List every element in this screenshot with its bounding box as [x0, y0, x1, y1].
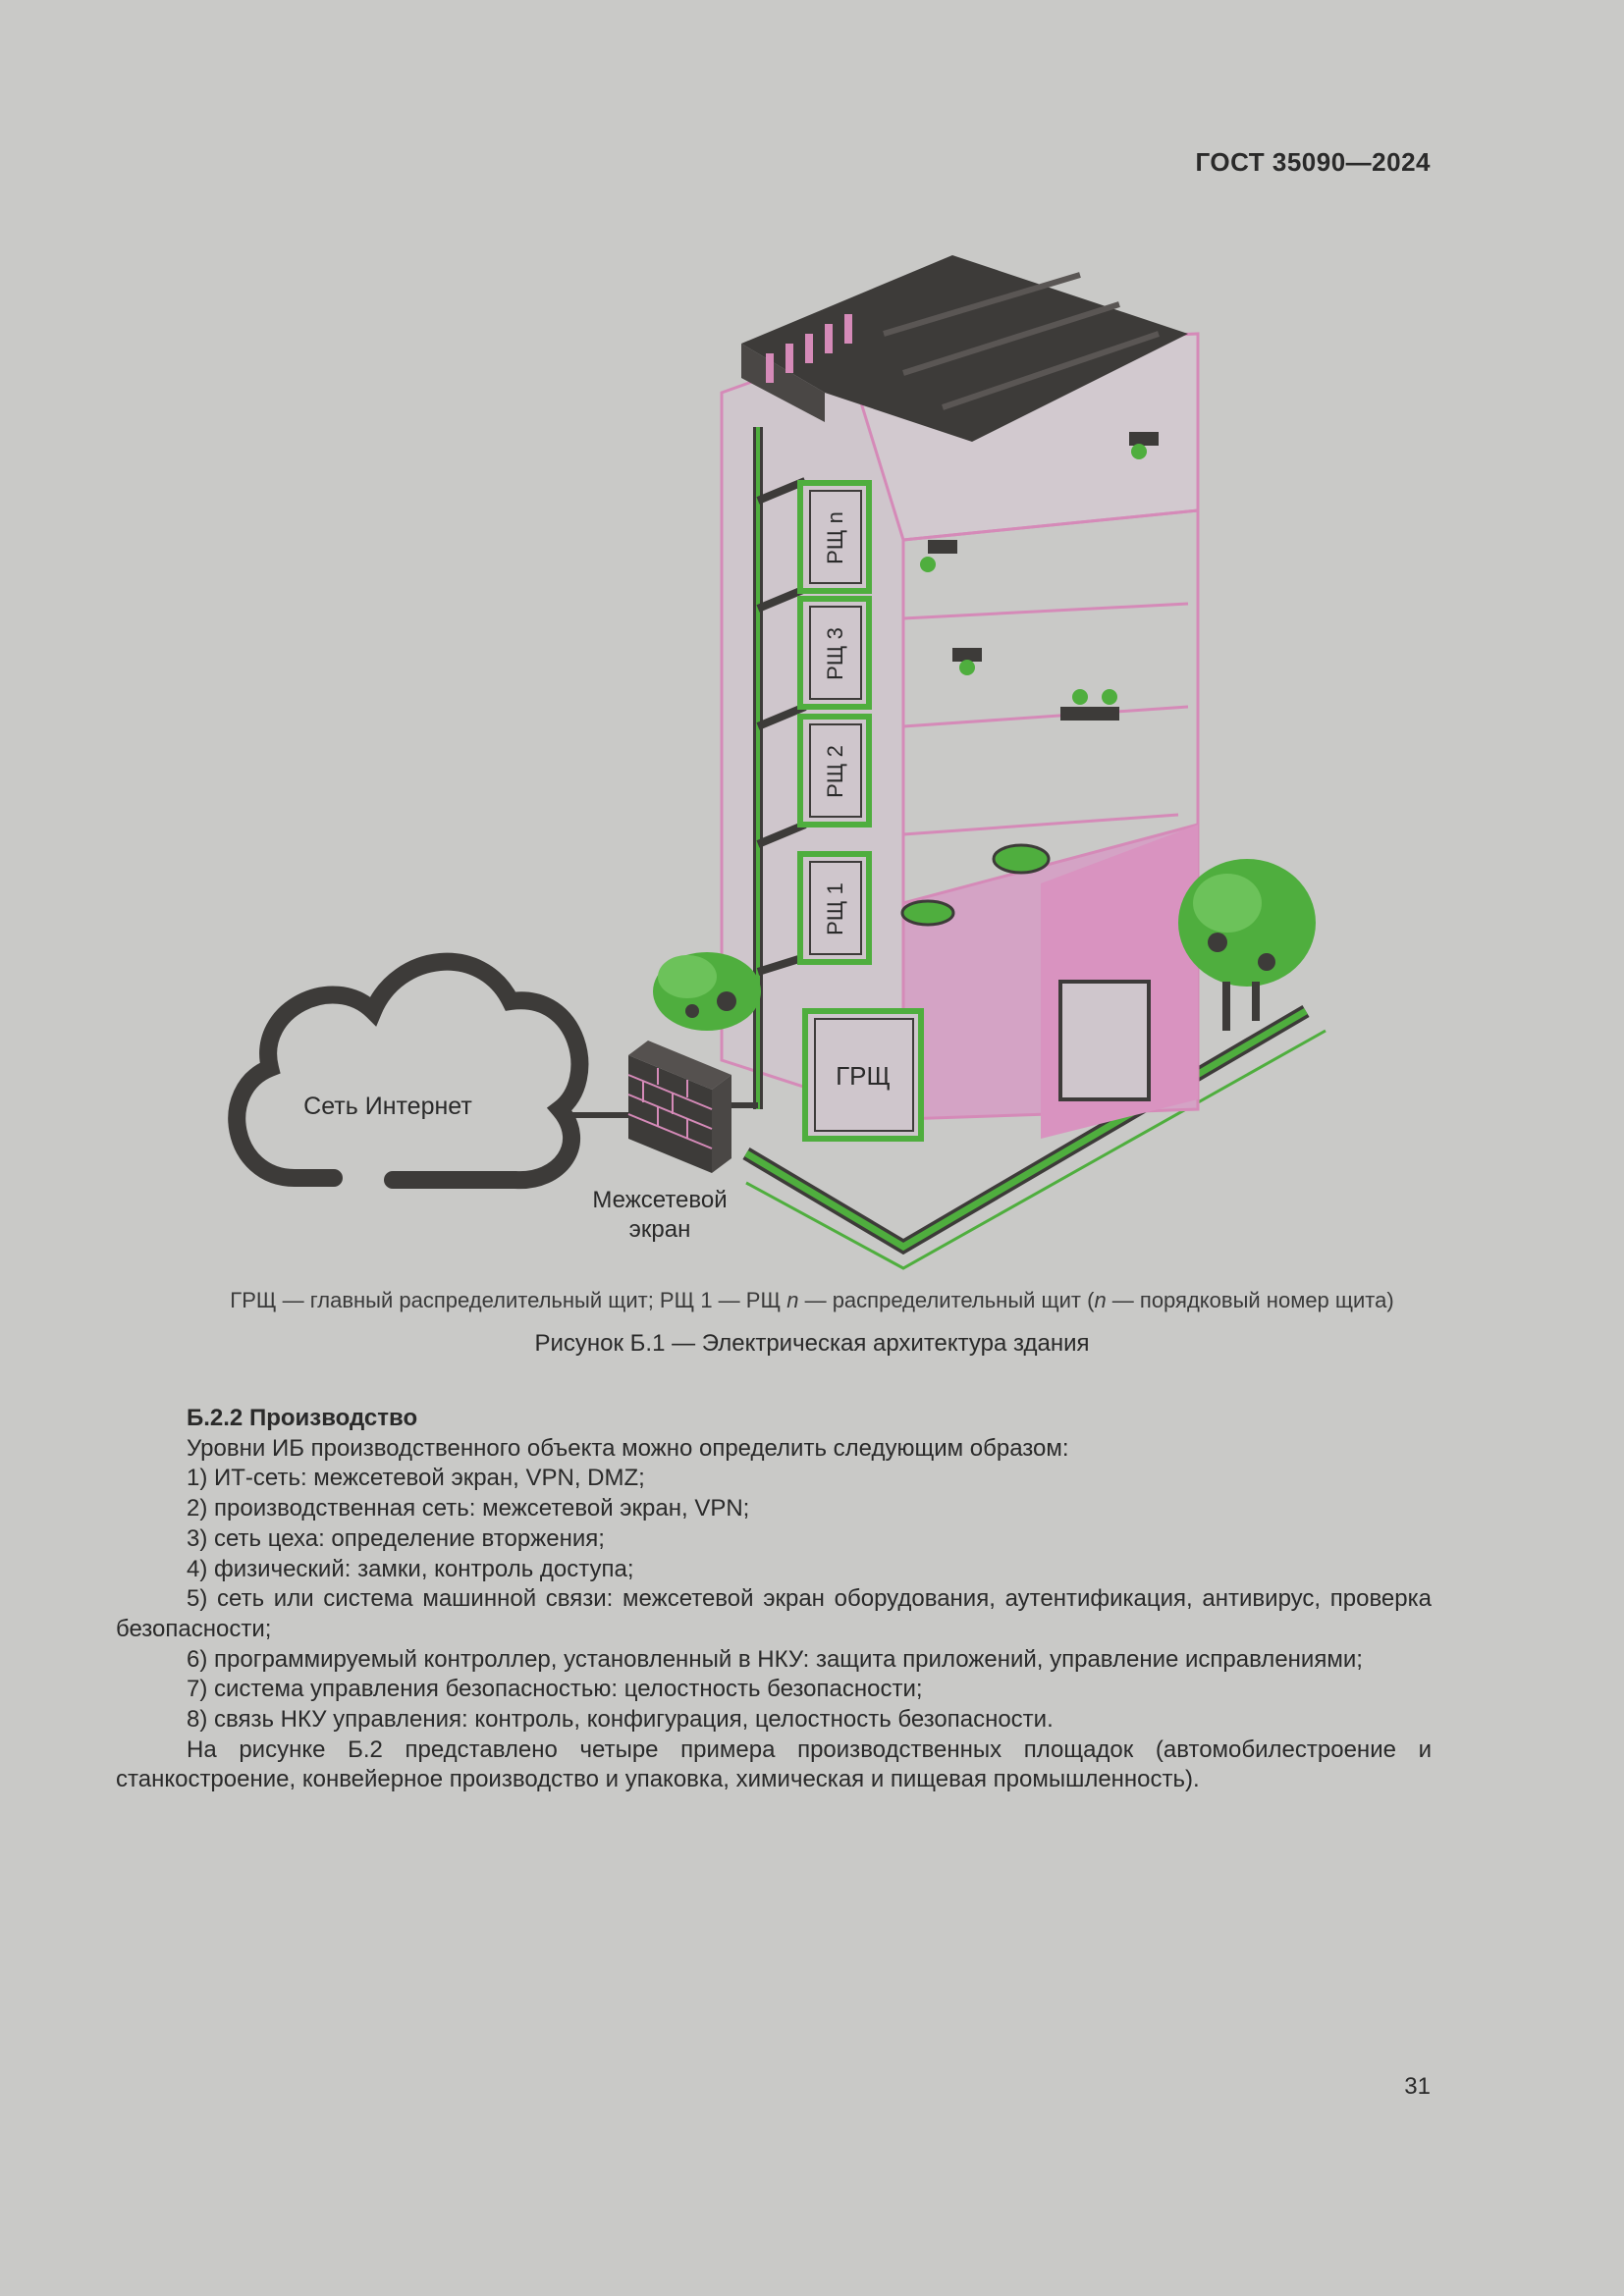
legend-n2: n [1094, 1288, 1107, 1312]
panel-rsh-2 [800, 717, 869, 825]
firewall-icon [628, 1041, 731, 1173]
section-intro: Уровни ИБ производственного объекта можно определить следующим образом: [187, 1434, 1069, 1462]
section-closing: На рисунке Б.2 представлено четыре примера производственных площадок (автомобилестроение и станкостроение, конвейерное производство и упаковка, химическая и пищевая промышленность). [116, 1735, 1432, 1793]
panel-rsh-n [800, 483, 869, 591]
panel-rsh-n-label-text: РЩ n [823, 511, 847, 564]
firewall-label-line1: Межсетевой [592, 1187, 728, 1213]
document-header: ГОСТ 35090—2024 [1195, 147, 1431, 177]
panel-rsh-3 [800, 599, 869, 707]
section-body [116, 1404, 1432, 1795]
page-number: 31 [1404, 2073, 1431, 2100]
list-item: 5) сеть или система машинной связи: межсетевой экран оборудования, аутентификация, антивирус, проверка безопасности; [116, 1585, 1432, 1642]
building-electrical-figure [196, 216, 1394, 1276]
section-title: Б.2.2 Производство [187, 1405, 418, 1431]
list-item: 4) физический: замки, контроль доступа; [187, 1555, 634, 1582]
internet-cloud-icon [237, 962, 579, 1180]
list-item: 1) ИТ-сеть: межсетевой экран, VPN, DMZ; [187, 1465, 645, 1492]
panel-rsh-1-label: РЩ 1 [823, 882, 847, 935]
legend-prefix: ГРЩ — главный распределительный щит; РЩ 1 — РЩ [230, 1288, 787, 1312]
panel-rsh-3-label: РЩ 3 [823, 627, 847, 680]
main-panel-grsh [805, 1011, 921, 1139]
firewall-label-line2: экран [628, 1216, 691, 1243]
tree-left-icon [653, 952, 761, 1031]
figure-legend [118, 1288, 1506, 1313]
list-item: 2) производственная сеть: межсетевой экран, VPN; [187, 1495, 750, 1522]
list-item: 7) система управления безопасностью: целостность безопасности; [187, 1676, 923, 1703]
panel-rsh-n-label [823, 511, 847, 564]
main-panel-label: ГРЩ [836, 1061, 891, 1091]
cloud-label: Сеть Интернет [303, 1093, 472, 1120]
panel-rsh-2-label: РЩ 2 [823, 745, 847, 798]
figure-drawing [196, 216, 1394, 1276]
legend-n1: n [786, 1288, 799, 1312]
panel-rsh-1 [800, 854, 869, 962]
list-item: 6) программируемый контроллер, установленный в НКУ: защита приложений, управление исправлениями; [187, 1645, 1363, 1673]
legend-suffix: — порядковый номер щита) [1106, 1288, 1394, 1312]
list-item: 3) сеть цеха: определение вторжения; [187, 1524, 605, 1552]
building [722, 334, 1198, 1139]
list-item: 8) связь НКУ управления: контроль, конфигурация, целостность безопасности. [187, 1706, 1054, 1734]
legend-middle: — распределительный щит ( [798, 1288, 1095, 1312]
figure-caption: Рисунок Б.1 — Электрическая архитектура здания [534, 1330, 1090, 1357]
